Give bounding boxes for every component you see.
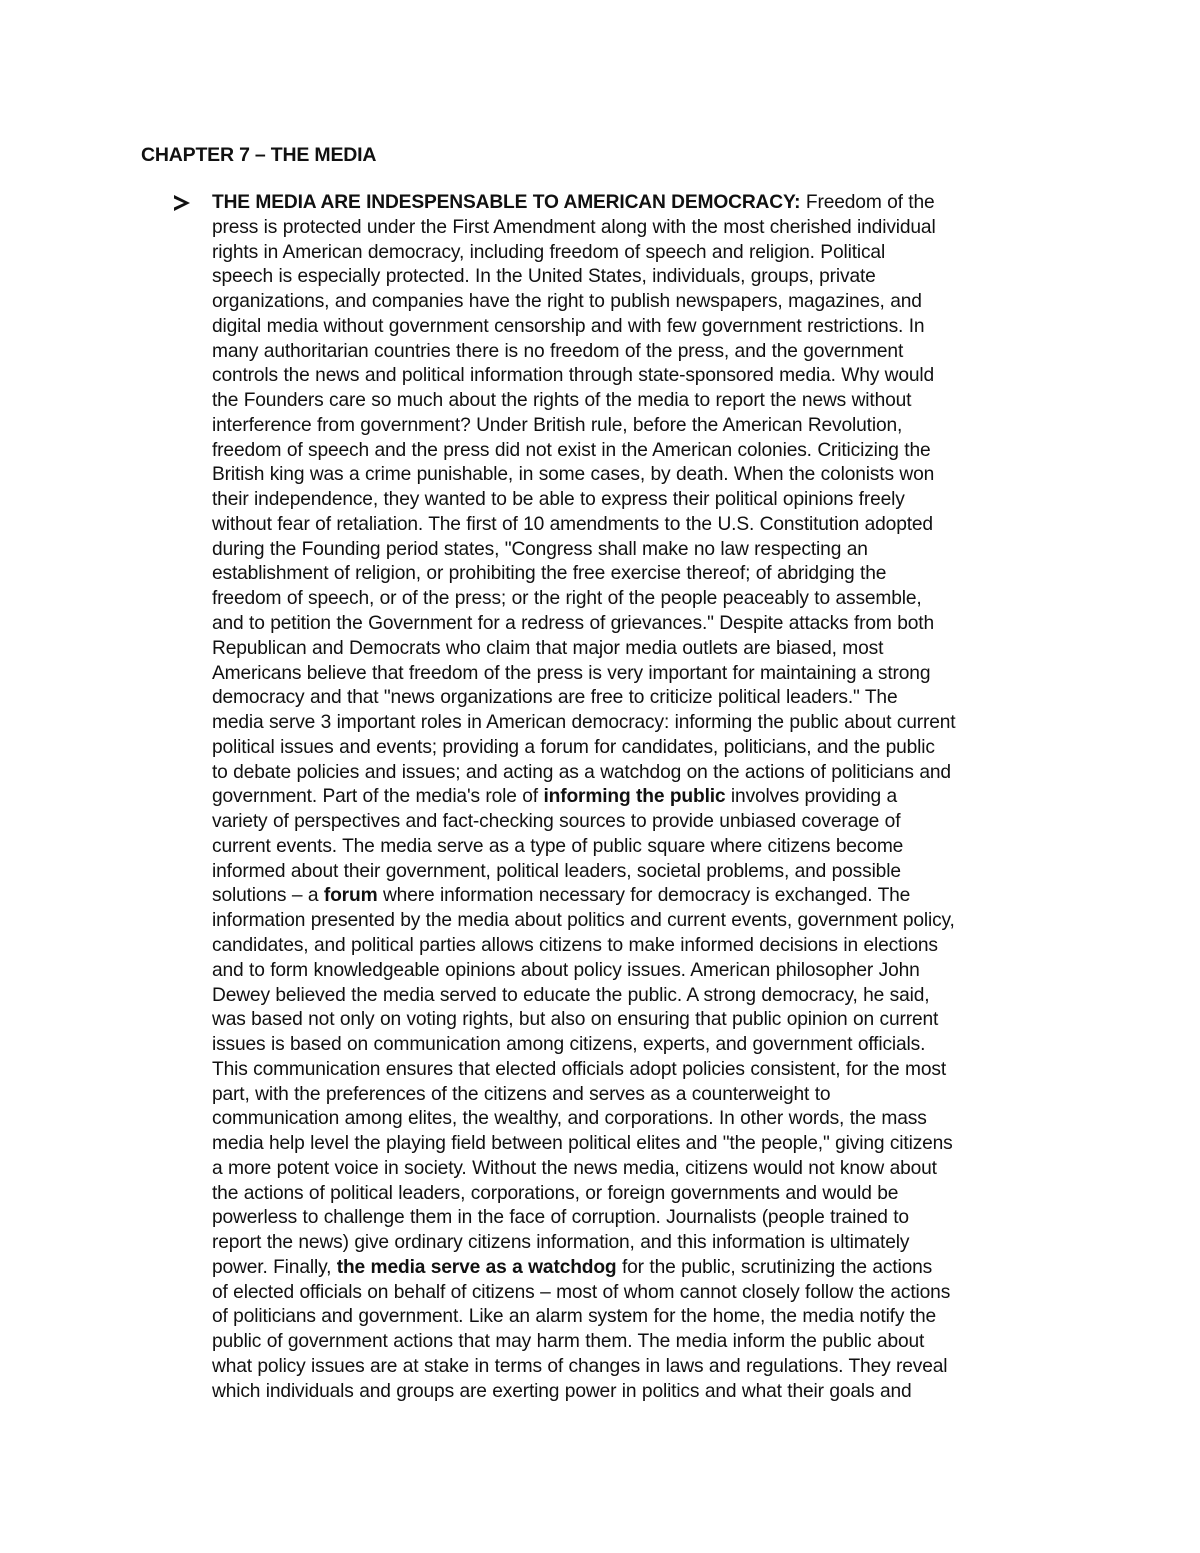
text-run: Freedom of the — [800, 192, 935, 213]
text-run: government. Part of the media's role of — [212, 786, 544, 808]
text-run: which individuals and groups are exerting power in politics and what their goals and — [212, 1380, 912, 1402]
paragraph-line — [212, 265, 1072, 290]
paragraph-line — [212, 538, 1072, 563]
bold-phrase: the media serve as a watchdog — [336, 1256, 617, 1278]
paragraph-line — [212, 1058, 1072, 1083]
text-run: freedom of speech, or of the press; or the right of the people peaceably to assemble, — [212, 588, 922, 610]
text-run: involves providing a — [725, 786, 898, 808]
text-run: and to form knowledgeable opinions about policy issues. American philosopher John — [212, 959, 920, 981]
paragraph-line — [212, 884, 1072, 909]
text-run: many authoritarian countries there is no freedom of the press, and the government — [212, 340, 904, 362]
paragraph-line — [212, 315, 1072, 340]
paragraph-line — [212, 1008, 1072, 1033]
paragraph-line — [212, 1256, 1072, 1281]
paragraph-line — [212, 414, 1072, 439]
paragraph-line — [212, 513, 1072, 538]
paragraph-line — [212, 835, 1072, 860]
paragraph-line — [212, 637, 1072, 662]
paragraph-line — [212, 191, 1072, 216]
paragraph-line — [212, 1157, 1072, 1182]
paragraph-line — [212, 1281, 1072, 1306]
arrowhead-bullet-icon — [171, 192, 193, 214]
text-run: report the news) give ordinary citizens information, and this information is ultimately — [212, 1232, 910, 1254]
text-run: establishment of religion, or prohibiting the free exercise thereof; of abridging the — [212, 563, 887, 585]
paragraph-line — [212, 216, 1072, 241]
text-run: digital media without government censorship and with few government restrictions. In — [212, 315, 925, 337]
paragraph-line — [212, 984, 1072, 1009]
text-run: This communication ensures that elected officials adopt policies consistent, for the most — [212, 1058, 947, 1080]
paragraph-line — [212, 662, 1072, 687]
paragraph-line — [212, 488, 1072, 513]
text-run: Dewey believed the media served to educate the public. A strong democracy, he said, — [212, 984, 930, 1006]
paragraph-line — [212, 340, 1072, 365]
text-run: of politicians and government. Like an alarm system for the home, the media notify the — [212, 1306, 937, 1328]
paragraph-line — [212, 241, 1072, 266]
text-run: solutions – a — [212, 885, 324, 907]
paragraph-line — [212, 1305, 1072, 1330]
paragraph-line — [212, 389, 1072, 414]
paragraph-line — [212, 1182, 1072, 1207]
paragraph-line — [212, 1380, 1072, 1405]
body-paragraph — [212, 191, 1072, 1405]
paragraph-line — [212, 364, 1072, 389]
text-run: a more potent voice in society. Without the news media, citizens would not know about — [212, 1157, 937, 1179]
text-run: freedom of speech and the press did not exist in the American colonies. Criticizing the — [212, 439, 931, 461]
paragraph-line — [212, 1107, 1072, 1132]
text-run: informed about their government, political leaders, societal problems, and possible — [212, 860, 901, 882]
text-run: media help level the playing field between political elites and "the people," giving citizens — [212, 1133, 953, 1155]
paragraph-line — [212, 1206, 1072, 1231]
text-run: the Founders care so much about the rights of the media to report the news without — [212, 390, 912, 412]
text-run: the actions of political leaders, corporations, or foreign governments and would be — [212, 1182, 899, 1204]
paragraph-line — [212, 711, 1072, 736]
paragraph-line — [212, 1355, 1072, 1380]
text-run: issues is based on communication among citizens, experts, and government officials. — [212, 1034, 926, 1056]
text-run: power. Finally, — [212, 1256, 337, 1278]
text-run: to debate policies and issues; and acting as a watchdog on the actions of politicians and — [212, 761, 951, 783]
paragraph-line — [212, 761, 1072, 786]
text-run: powerless to challenge them in the face of corruption. Journalists (people trained to — [212, 1207, 909, 1229]
text-run: what policy issues are at stake in terms of changes in laws and regulations. They reveal — [212, 1355, 948, 1377]
paragraph-line — [212, 736, 1072, 761]
text-run: communication among elites, the wealthy, and corporations. In other words, the mass — [212, 1108, 927, 1130]
text-run: during the Founding period states, "Congress shall make no law respecting an — [212, 538, 868, 560]
text-run: their independence, they wanted to be able to express their political opinions freely — [212, 489, 905, 511]
paragraph-line — [212, 934, 1072, 959]
paragraph-line — [212, 686, 1072, 711]
paragraph-line — [212, 1132, 1072, 1157]
text-run: current events. The media serve as a type of public square where citizens become — [212, 835, 904, 857]
paragraph-line — [212, 587, 1072, 612]
paragraph-line — [212, 959, 1072, 984]
text-run: rights in American democracy, including freedom of speech and religion. Political — [212, 241, 886, 263]
text-run: political issues and events; providing a forum for candidates, politicians, and the public — [212, 736, 935, 758]
text-run: democracy and that "news organizations are free to criticize political leaders." The — [212, 687, 898, 709]
text-run: and to petition the Government for a redress of grievances." Despite attacks from both — [212, 613, 934, 635]
paragraph-line — [212, 562, 1072, 587]
text-run: Republican and Democrats who claim that major media outlets are biased, most — [212, 637, 884, 659]
text-run: media serve 3 important roles in American democracy: informing the public about current — [212, 712, 956, 734]
bold-phrase: informing the public — [543, 786, 726, 808]
paragraph-line — [212, 1083, 1072, 1108]
text-run: speech is especially protected. In the United States, individuals, groups, private — [212, 266, 876, 288]
text-run: candidates, and political parties allows citizens to make informed decisions in elections — [212, 934, 938, 956]
text-run: of elected officials on behalf of citizens – most of whom cannot closely follow the actions — [212, 1281, 951, 1303]
paragraph-line — [212, 1231, 1072, 1256]
paragraph-line — [212, 463, 1072, 488]
text-run: public of government actions that may harm them. The media inform the public about — [212, 1331, 925, 1353]
text-run: part, with the preferences of the citizens and serves as a counterweight to — [212, 1083, 831, 1105]
paragraph-line — [212, 1033, 1072, 1058]
paragraph-line — [212, 785, 1072, 810]
bold-phrase: THE MEDIA ARE INDESPENSABLE TO AMERICAN DEMOCRACY: — [212, 192, 801, 213]
text-run: was based not only on voting rights, but also on ensuring that public opinion on current — [212, 1009, 939, 1031]
text-run: organizations, and companies have the right to publish newspapers, magazines, and — [212, 291, 922, 313]
chapter-title: CHAPTER 7 – THE MEDIA — [141, 144, 377, 166]
paragraph-line — [212, 612, 1072, 637]
paragraph-line — [212, 860, 1072, 885]
text-run: variety of perspectives and fact-checking sources to provide unbiased coverage of — [212, 811, 901, 833]
text-run: Americans believe that freedom of the press is very important for maintaining a strong — [212, 662, 931, 684]
paragraph-line — [212, 1330, 1072, 1355]
paragraph-line — [212, 909, 1072, 934]
paragraph-line — [212, 810, 1072, 835]
text-run: for the public, scrutinizing the actions — [616, 1256, 933, 1278]
text-run: British king was a crime punishable, in some cases, by death. When the colonists won — [212, 464, 935, 486]
bold-phrase: forum — [323, 885, 378, 907]
text-run: interference from government? Under British rule, before the American Revolution, — [212, 414, 903, 436]
text-run: information presented by the media about politics and current events, government policy, — [212, 910, 955, 932]
paragraph-line — [212, 290, 1072, 315]
text-run: controls the news and political information through state-sponsored media. Why would — [212, 365, 935, 387]
text-run: where information necessary for democracy is exchanged. The — [377, 885, 911, 907]
paragraph-line — [212, 439, 1072, 464]
text-run: press is protected under the First Amendment along with the most cherished individual — [212, 216, 936, 238]
text-run: without fear of retaliation. The first of 10 amendments to the U.S. Constitution adopted — [212, 513, 933, 535]
